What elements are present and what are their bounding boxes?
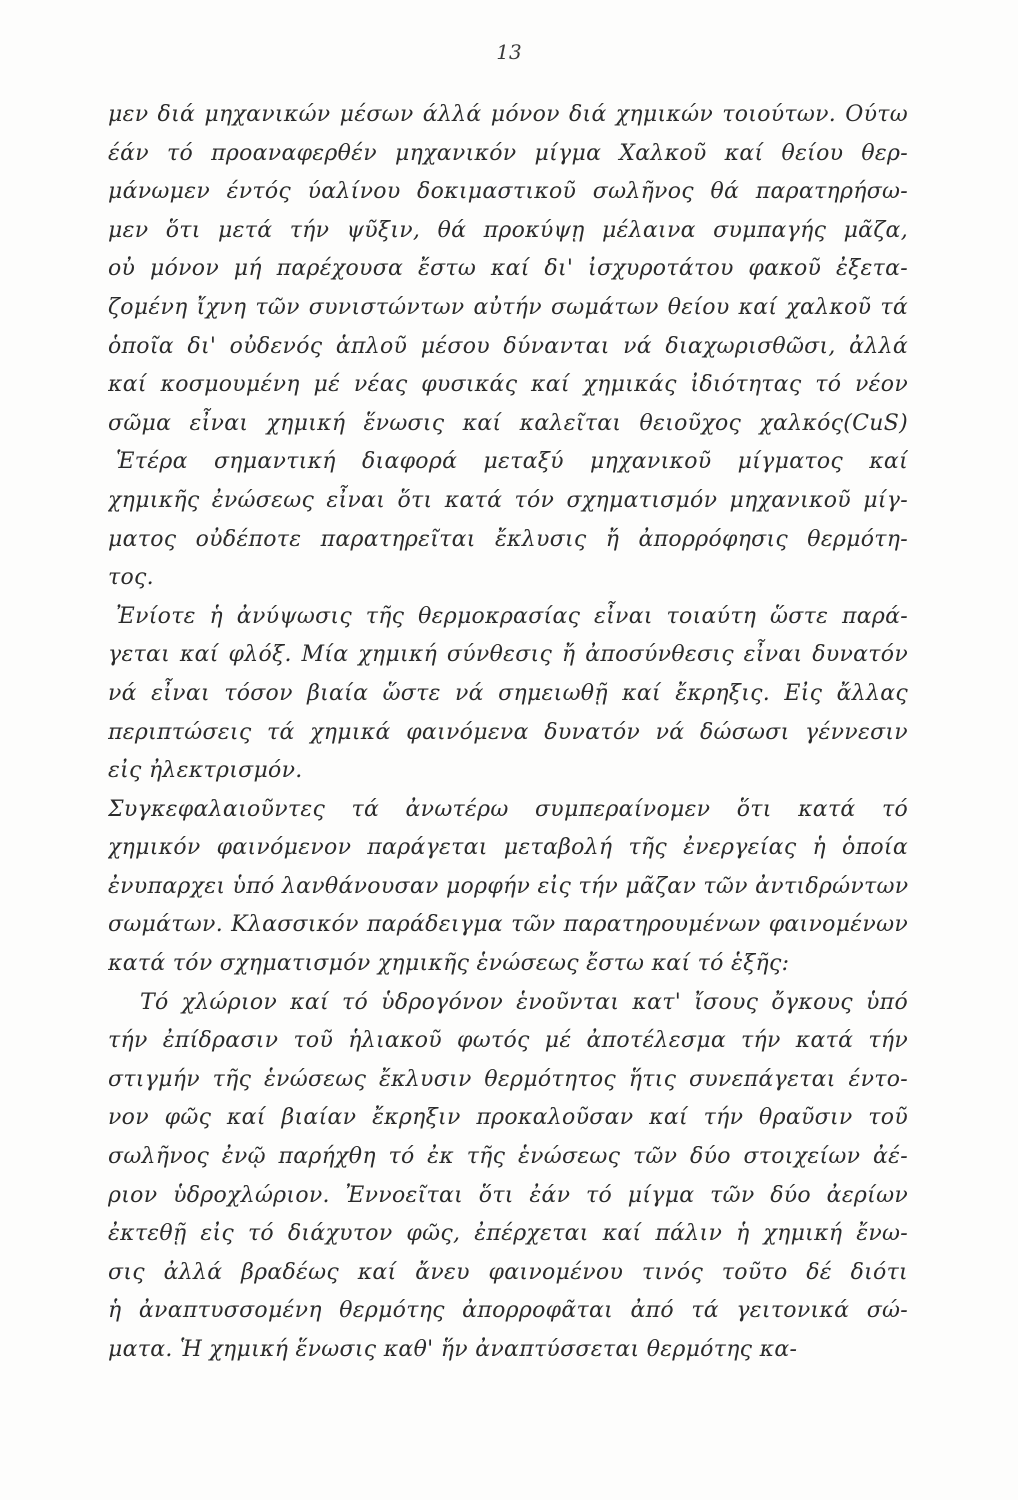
text-line: νά εἶναι τόσον βιαία ὥστε νά σημειωθῇ καί ἔκρηξις. Εἰς ἄλλας — [108, 680, 908, 706]
text-line: σῶμα εἶναι χημική ἕνωσις καί καλεῖται θειοῦχος χαλκός(CuS) — [108, 410, 908, 436]
text-line: οὐ μόνον μή παρέχουσα ἔστω καί δι' ἰσχυροτάτου φακοῦ ἐξετα- — [108, 256, 908, 282]
text-line: χημικόν φαινόμενον παράγεται μεταβολή τῆς ἐνεργείας ἡ ὁποία — [108, 835, 908, 861]
text-line: ζομένη ἴχνη τῶν συνιστώντων αὐτήν σωμάτων θείου καί χαλκοῦ τά — [108, 294, 908, 320]
text-line: μάνωμεν έντός ύαλίνου δοκιμαστικοῦ σωλῆνος θά παρατηρήσω- — [108, 179, 908, 205]
text-line: ματος οὐδέποτε παρατηρεῖται ἔκλυσις ἤ ἀπορρόφησις θερμότη- — [108, 526, 908, 552]
text-line: σωλῆνος ἐνῷ παρήχθη τό ἐκ τῆς ἑνώσεως τῶν δύο στοιχείων ἀέ- — [108, 1144, 908, 1170]
text-line: Ἐνίοτε ἡ ἀνύψωσις τῆς θερμοκρασίας εἶναι τοιαύτη ὥστε παρά- — [116, 603, 908, 629]
text-line: Συγκεφαλαιοῦντες τά ἀνωτέρω συμπεραίνομεν ὅτι κατά τό — [108, 796, 908, 822]
text-line: σις ἀλλά βραδέως καί ἄνευ φαινομένου τινός τοῦτο δέ διότι — [108, 1259, 908, 1285]
text-line: στιγμήν τῆς ἑνώσεως ἔκλυσιν θερμότητος ἥτις συνεπάγεται έντο- — [108, 1066, 908, 1092]
text-line: τήν ἐπίδρασιν τοῦ ἡλιακοῦ φωτός μέ ἀποτέλεσμα τήν κατά τήν — [108, 1028, 908, 1054]
text-line: εἰς ἠλεκτρισμόν. — [108, 758, 303, 784]
text-line: έάν τό προαναφερθέν μηχανικόν μίγμα Χαλκοῦ καί θείου θερ- — [108, 140, 908, 166]
text-line: Τό χλώριον καί τό ὑδρογόνον ἑνοῦνται κατ' ἴσους ὄγκους ὑπό — [140, 989, 908, 1015]
text-line: γεται καί φλόξ. Μία χημική σύνθεσις ἤ ἀποσύνθεσις εἶναι δυνατόν — [108, 642, 908, 668]
text-line: χημικῆς ἐνώσεως εἶναι ὅτι κατά τόν σχηματισμόν μηχανικοῦ μίγ- — [108, 487, 908, 513]
text-line: ριον ὑδροχλώριον. Ἐννοεῖται ὅτι ἐάν τό μίγμα τῶν δύο ἀερίων — [108, 1182, 908, 1208]
text-line: ἡ ἀναπτυσσομένη θερμότης ἀπορροφᾶται ἀπό τά γειτονικά σώ- — [108, 1298, 908, 1324]
text-line: μεν ὅτι μετά τήν ψῦξιν, θά προκύψῃ μέλαινα συμπαγής μᾶζα, — [108, 217, 908, 243]
page-number: 13 — [496, 40, 522, 64]
text-line: κατά τόν σχηματισμόν χημικῆς ἑνώσεως ἔστω καί τό ἑξῆς: — [108, 951, 790, 977]
text-line: καί κοσμουμένη μέ νέας φυσικάς καί χημικάς ἰδιότητας τό νέον — [108, 372, 908, 398]
text-line: μεν διά μηχανικών μέσων άλλά μόνον διά χημικών τοιούτων. Ούτω — [108, 102, 908, 127]
text-line: ματα. Ἡ χημική ἕνωσις καθ' ἥν ἀναπτύσσεται θερμότης κα- — [108, 1337, 798, 1362]
text-line: ὁποῖα δι' οὐδενός ἁπλοῦ μέσου δύνανται νά διαχωρισθῶσι, ἀλλά — [108, 333, 908, 359]
text-line: περιπτώσεις τά χημικά φαινόμενα δυνατόν νά δώσωσι γέννεσιν — [108, 719, 908, 745]
handwritten-text-body — [108, 96, 908, 1370]
text-line: τος. — [108, 565, 154, 591]
text-line: νον φῶς καί βιαίαν ἔκρηξιν προκαλοῦσαν καί τήν θραῦσιν τοῦ — [108, 1105, 908, 1131]
text-line: ἐκτεθῇ εἰς τό διάχυτον φῶς, ἐπέρχεται καί πάλιν ἡ χημική ἔνω- — [108, 1221, 908, 1247]
text-line: Ἑτέρα σημαντική διαφορά μεταξύ μηχανικοῦ μίγματος καί — [116, 449, 908, 475]
text-line: ἐνυπαρχει ὑπό λανθάνουσαν μορφήν εἰς τήν μᾶζαν τῶν ἀντιδρώντων — [108, 873, 908, 899]
text-line: σωμάτων. Κλασσικόν παράδειγμα τῶν παρατηρουμένων φαινομένων — [108, 912, 908, 938]
